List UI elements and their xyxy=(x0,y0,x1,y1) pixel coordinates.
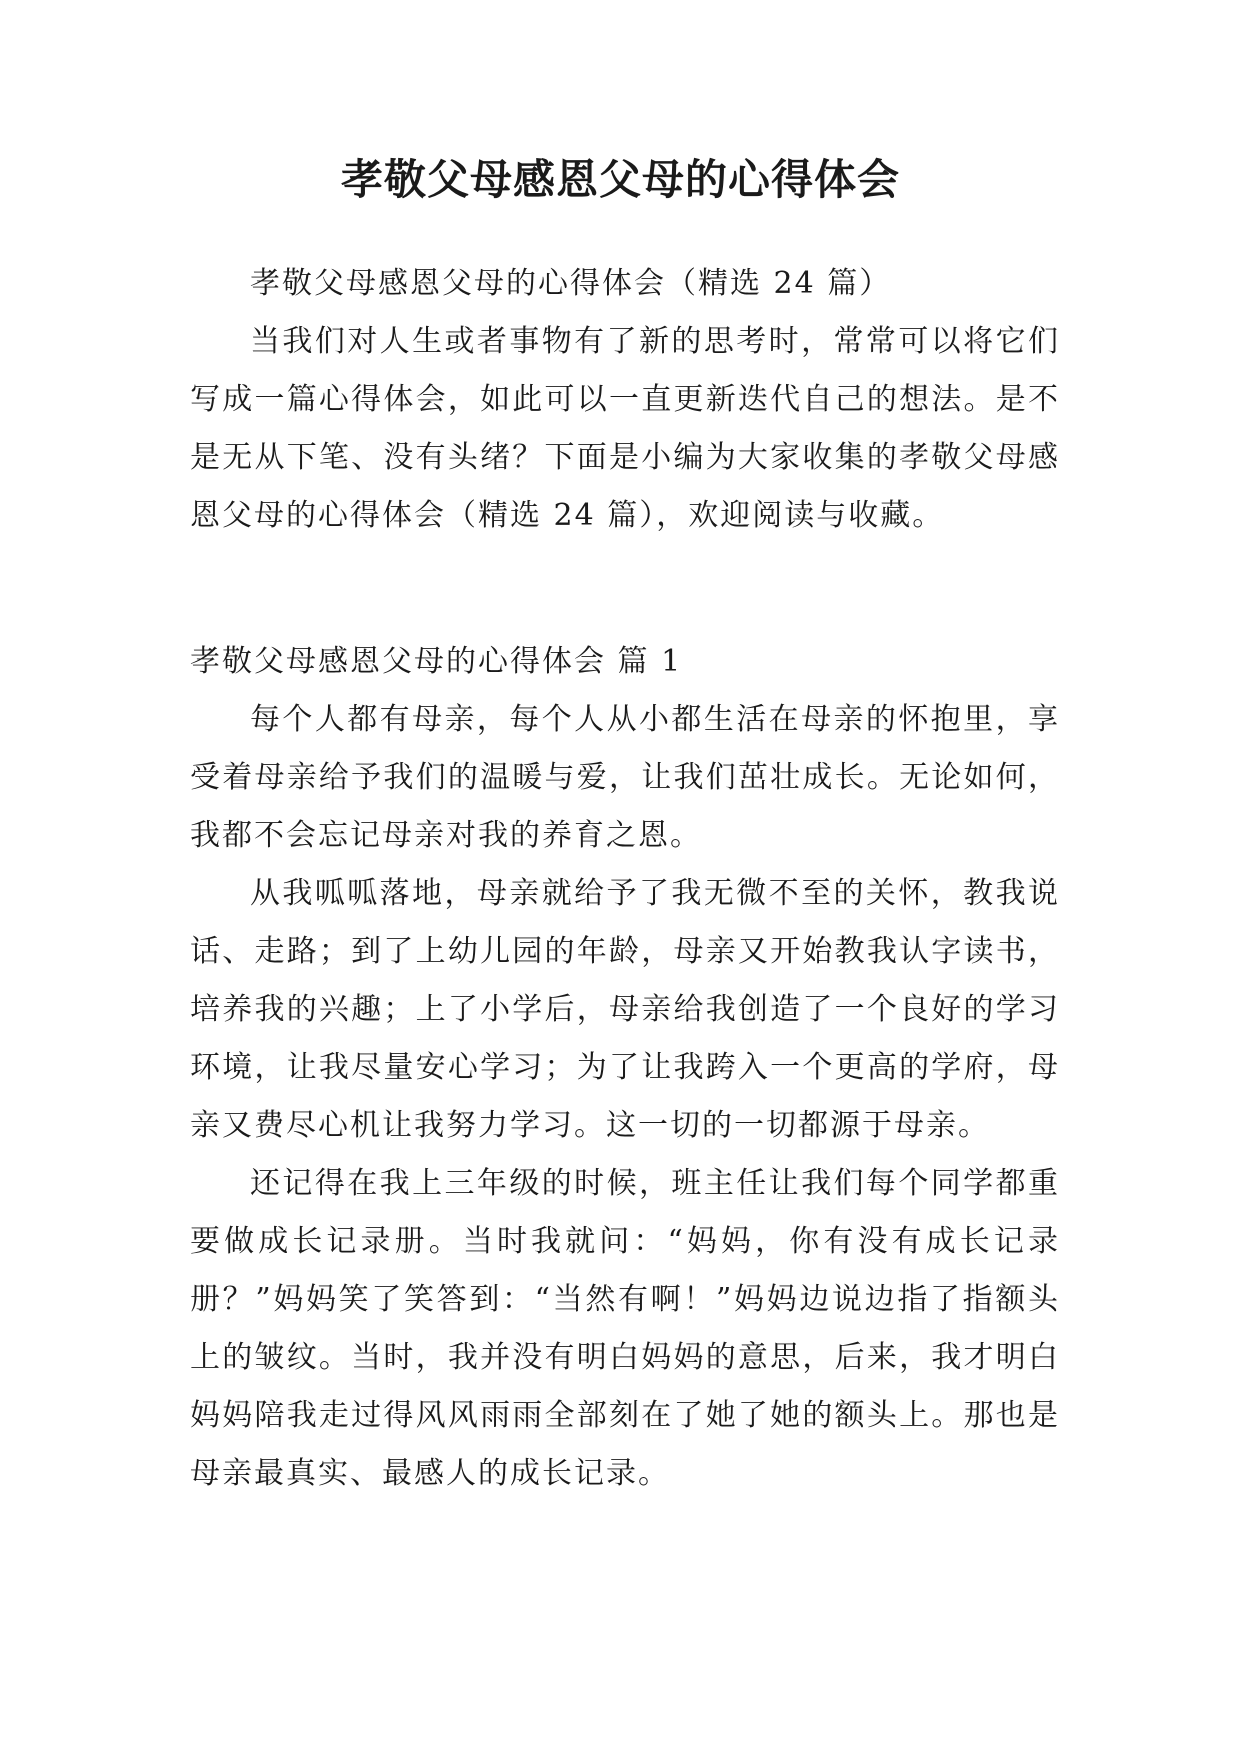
intro-block xyxy=(190,255,1060,545)
section-1-heading: 孝敬父母感恩父母的心得体会 篇 1 xyxy=(190,644,683,679)
section-1-paragraph-3: 还记得在我上三年级的时候，班主任让我们每个同学都重要做成长记录册。当时我就问：“妈妈，你有没有成长记录册？”妈妈笑了笑答到：“当然有啊！”妈妈边说边指了指额头上的皱纹。当时，我并没有明白妈妈的意思，后来，我才明白妈妈陪我走过得风风雨雨全部刻在了她了她的额头上。那也是母亲最真实、最感人的成长记录。 xyxy=(190,1166,1060,1491)
document-title: 孝敬父母感恩父母的心得体会 xyxy=(340,155,900,204)
section-1-paragraph-1: 每个人都有母亲，每个人从小都生活在母亲的怀抱里，享受着母亲给予我们的温暖与爱，让我们茁壮成长。无论如何，我都不会忘记母亲对我的养育之恩。 xyxy=(190,702,1060,853)
intro-subtitle: 孝敬父母感恩父母的心得体会（精选 24 篇） xyxy=(250,266,892,301)
section-1-block xyxy=(190,633,1060,1503)
section-1-paragraph-2: 从我呱呱落地，母亲就给予了我无微不至的关怀，教我说话、走路；到了上幼儿园的年龄，母亲又开始教我认字读书，培养我的兴趣；上了小学后，母亲给我创造了一个良好的学习环境，让我尽量安心学习；为了让我跨入一个更高的学府，母亲又费尽心机让我努力学习。这一切的一切都源于母亲。 xyxy=(190,876,1060,1143)
intro-paragraph: 当我们对人生或者事物有了新的思考时，常常可以将它们写成一篇心得体会，如此可以一直更新迭代自己的想法。是不是无从下笔、没有头绪？下面是小编为大家收集的孝敬父母感恩父母的心得体会（精选 24 篇），欢迎阅读与收藏。 xyxy=(190,324,1060,533)
